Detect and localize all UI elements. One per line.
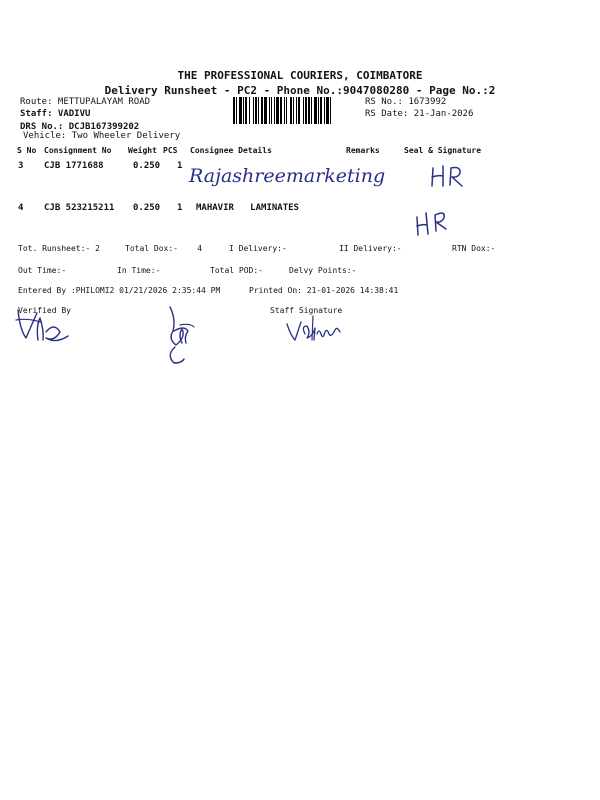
total-pod: Total POD:- xyxy=(210,266,263,275)
row-weight: 0.250 xyxy=(133,161,161,171)
col-remarks: Remarks xyxy=(346,146,380,155)
tot-runsheet: Tot. Runsheet:- 2 xyxy=(18,244,100,253)
vehicle-label: Vehicle: Two Wheeler Delivery xyxy=(23,131,181,141)
row-pcs: 1 xyxy=(177,203,183,213)
seal-signature-hr xyxy=(412,207,452,239)
col-sno: S No xyxy=(17,146,37,155)
staff-signature xyxy=(283,310,343,344)
row-pcs: 1 xyxy=(177,161,183,171)
i-delivery: I Delivery:- xyxy=(229,244,287,253)
printed-on: Printed On: 21-01-2026 14:38:41 xyxy=(249,286,399,295)
col-consignee: Consignee Details xyxy=(190,146,272,155)
col-consignment: Consignment No xyxy=(44,146,112,155)
route-label: Route: METTUPALAYAM ROAD xyxy=(20,97,151,107)
runsheet-subtitle: Delivery Runsheet - PC2 - Phone No.:9047080280 - Page No.:2 xyxy=(104,84,496,97)
delvy-points: Delvy Points:- xyxy=(289,266,357,275)
delivery-signature xyxy=(160,303,200,367)
rs-date-label: RS Date: 21-Jan-2026 xyxy=(365,109,474,119)
row-weight: 0.250 xyxy=(133,203,161,213)
ii-delivery: II Delivery:- xyxy=(339,244,402,253)
rtn-dox: RTN Dox:- xyxy=(452,244,496,253)
col-weight: Weight xyxy=(128,146,157,155)
verified-by-label: Verified By xyxy=(18,306,71,315)
row-consignment-no: CJB 1771688 xyxy=(44,161,104,171)
company-title: THE PROFESSIONAL COURIERS, COIMBATORE xyxy=(177,69,423,82)
seal-signature-hr xyxy=(428,162,468,192)
row-consignee: MAHAVIR LAMINATES xyxy=(196,203,299,213)
col-pcs: PCS xyxy=(163,146,178,155)
svg-text:Rajashreemarketing: Rajashreemarketing xyxy=(189,165,386,187)
rs-no-label: RS No.: 1673992 xyxy=(365,97,447,107)
consignee-handwriting xyxy=(185,158,386,194)
entered-by: Entered By :PHILOMI2 01/21/2026 2:35:44 PM xyxy=(18,286,221,295)
row-sno: 3 xyxy=(18,161,24,171)
total-dox: Total Dox:- 4 xyxy=(125,244,203,253)
in-time: In Time:- xyxy=(117,266,161,275)
staff-label: Staff: VADIVU xyxy=(20,109,91,119)
out-time: Out Time:- xyxy=(18,266,67,275)
row-consignment-no: CJB 523215211 xyxy=(44,203,115,213)
drs-label: DRS No.: DCJB167399202 xyxy=(20,122,140,132)
barcode-image xyxy=(233,97,360,124)
verified-signature xyxy=(10,304,75,346)
col-seal: Seal & Signature xyxy=(404,146,482,155)
row-sno: 4 xyxy=(18,203,24,213)
staff-signature-label: Staff Signature xyxy=(270,306,343,315)
